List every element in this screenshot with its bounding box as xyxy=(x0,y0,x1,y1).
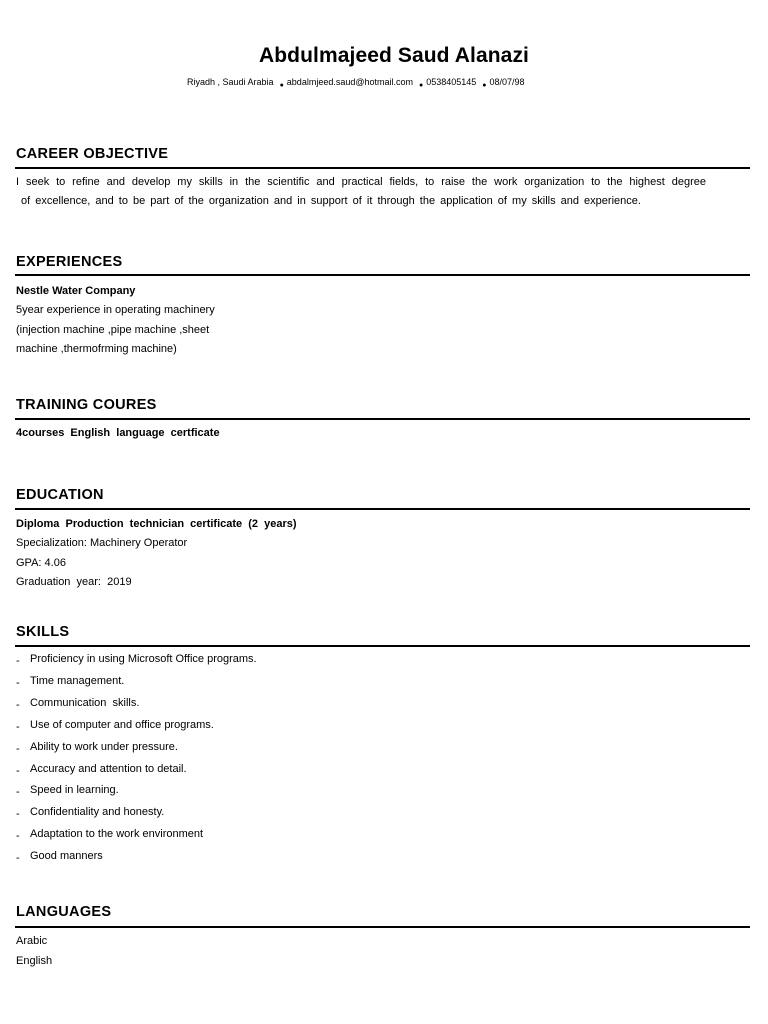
phone-text: 0538405145 xyxy=(426,77,477,87)
skill-item: Speed in learning. xyxy=(30,784,119,797)
bullet-icon: - xyxy=(16,720,20,733)
bullet-icon: - xyxy=(16,808,20,821)
skill-item: Adaptation to the work environment xyxy=(30,828,204,841)
dob-text: 08/07/98 xyxy=(489,77,525,87)
gpa-text: GPA: 4.06 xyxy=(16,557,66,569)
section-divider xyxy=(15,508,750,510)
bullet-icon: - xyxy=(16,764,20,777)
objective-line: of excellence, and to be part of the organization and in support of it through the application of my skills and experience. xyxy=(16,195,641,207)
section-divider xyxy=(15,274,750,276)
objective-line: I seek to refine and develop my skills in the scientific and practical fields, to raise the work organization to the highest degree xyxy=(16,176,706,188)
bullet-icon: ● xyxy=(279,82,284,89)
language-item: Arabic xyxy=(16,935,48,947)
skill-item: Ability to work under pressure. xyxy=(30,740,178,753)
bullet-icon: - xyxy=(16,830,20,843)
degree-text: Diploma Production technician certificate (2 years) xyxy=(16,518,297,530)
bullet-icon: ● xyxy=(482,82,487,89)
section-divider xyxy=(15,167,750,169)
section-title-career-objective: CAREER OBJECTIVE xyxy=(16,146,169,162)
section-divider xyxy=(15,645,750,647)
bullet-icon: - xyxy=(16,742,20,755)
section-title-education: EDUCATION xyxy=(16,487,104,503)
skill-item: Proficiency in using Microsoft Office programs. xyxy=(30,653,257,665)
bullet-icon: - xyxy=(16,852,20,865)
experience-line: 5year experience in operating machinery xyxy=(16,304,215,316)
section-title-experiences: EXPERIENCES xyxy=(16,254,123,270)
bullet-icon: - xyxy=(16,655,20,667)
bullet-icon: - xyxy=(16,698,20,711)
skill-item: Use of computer and office programs. xyxy=(30,718,214,731)
skill-item: Time management. xyxy=(30,674,125,687)
section-title-skills: SKILLS xyxy=(16,624,70,640)
section-divider xyxy=(15,418,750,420)
contact-line xyxy=(187,77,531,87)
section-divider xyxy=(15,926,750,928)
location-text: Riyadh , Saudi Arabia xyxy=(187,77,274,87)
graduation-text: Graduation year: 2019 xyxy=(16,576,132,588)
bullet-icon: - xyxy=(16,676,20,689)
experience-line: machine ,thermofrming machine) xyxy=(16,343,177,355)
specialization-text: Specialization: Machinery Operator xyxy=(16,537,188,549)
skill-item: Communication skills. xyxy=(30,696,140,709)
bullet-icon: ● xyxy=(419,82,424,89)
language-item: English xyxy=(16,955,53,967)
skill-item: Accuracy and attention to detail. xyxy=(30,762,187,775)
training-item: 4courses English language certficate xyxy=(16,427,220,439)
section-title-training: TRAINING COURES xyxy=(16,397,157,413)
skill-item: Confidentiality and honesty. xyxy=(30,806,165,819)
candidate-name: Abdulmajeed Saud Alanazi xyxy=(258,44,529,67)
email-text: abdalmjeed.saud@hotmail.com xyxy=(286,77,413,87)
experience-line: (injection machine ,pipe machine ,sheet xyxy=(16,324,210,336)
company-name: Nestle Water Company xyxy=(16,285,136,297)
section-title-languages: LANGUAGES xyxy=(16,904,112,920)
bullet-icon: - xyxy=(16,786,20,799)
skill-item: Good manners xyxy=(30,850,103,863)
